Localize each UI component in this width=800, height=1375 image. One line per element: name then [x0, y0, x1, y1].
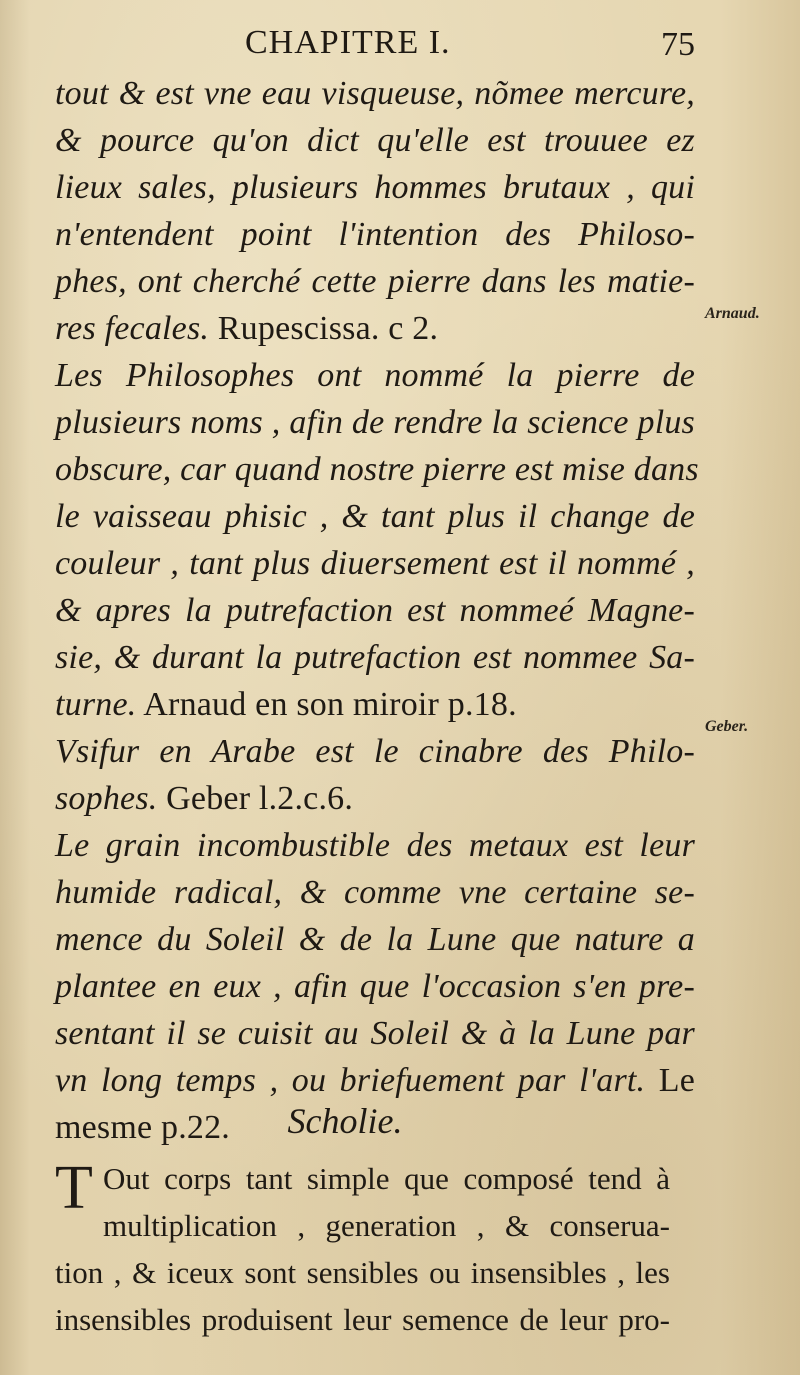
- text-line: & apres la putrefaction est nommeé Magne-: [55, 592, 695, 629]
- text-line: tion , & iceux sont sensibles ou insensibles , les: [55, 1255, 670, 1290]
- text-line: insensibles produisent leur semence de leur pro-: [55, 1302, 670, 1337]
- text-line: sentant il se cuisit au Soleil & à la Lune par: [55, 1015, 695, 1052]
- text-line: lieux sales, plusieurs hommes brutaux , qui: [55, 169, 695, 206]
- text-line: multiplication , generation , & conserua-: [103, 1208, 670, 1243]
- text-line: obscure, car quand nostre pierre est mise dans: [55, 451, 699, 488]
- chapter-title: CHAPITRE I.: [245, 24, 451, 61]
- text-line: sophes. Geber l.2.c.6.: [55, 780, 354, 817]
- section-heading: [0, 1100, 800, 1142]
- text-line: & pource qu'on dict qu'elle est trouuee ez: [55, 122, 695, 159]
- text-line: mesme p.22.: [55, 1109, 231, 1146]
- text-line: couleur , tant plus diuersement est il nommé ,: [55, 545, 695, 582]
- text-line: turne. Arnaud en son miroir p.18.: [55, 686, 517, 723]
- margin-note-geber: Geber.: [705, 718, 749, 735]
- text-line: Vsifur en Arabe est le cinabre des Philo-: [55, 733, 695, 770]
- text-line: sie, & durant la putrefaction est nommee Sa-: [55, 639, 695, 676]
- text-line: Les Philosophes ont nommé la pierre de: [55, 357, 695, 394]
- text-line: Le grain incombustible des metaux est leur: [55, 827, 695, 864]
- text-line: mence du Soleil & de la Lune que nature a: [55, 921, 695, 958]
- drop-cap: T: [55, 1154, 93, 1222]
- main-text-block: [55, 70, 699, 1151]
- margin-note-arnaud: Arnaud.: [705, 305, 760, 322]
- page-number: 75: [661, 26, 695, 63]
- text-line: phes, ont cherché cette pierre dans les matie-: [55, 263, 695, 300]
- running-head: [245, 24, 695, 70]
- text-line: Out corps tant simple que composé tend à: [103, 1161, 670, 1196]
- text-line: plusieurs noms , afin de rendre la science plus: [55, 404, 695, 441]
- text-line: res fecales. Rupescissa. c 2.: [55, 310, 439, 347]
- text-line: tout & est vne eau visqueuse, nõmee mercure,: [55, 75, 695, 112]
- text-line: vn long temps , ou briefuement par l'art. Le: [55, 1062, 695, 1099]
- scholie-heading: Scholie.: [287, 1101, 403, 1141]
- text-line: humide radical, & comme vne certaine se-: [55, 874, 695, 911]
- text-line: plantee en eux , afin que l'occasion s'en pre-: [55, 968, 695, 1005]
- text-line: le vaisseau phisic , & tant plus il change de: [55, 498, 695, 535]
- text-line: n'entendent point l'intention des Philoso-: [55, 216, 695, 253]
- scholie-text-block: [55, 1155, 670, 1343]
